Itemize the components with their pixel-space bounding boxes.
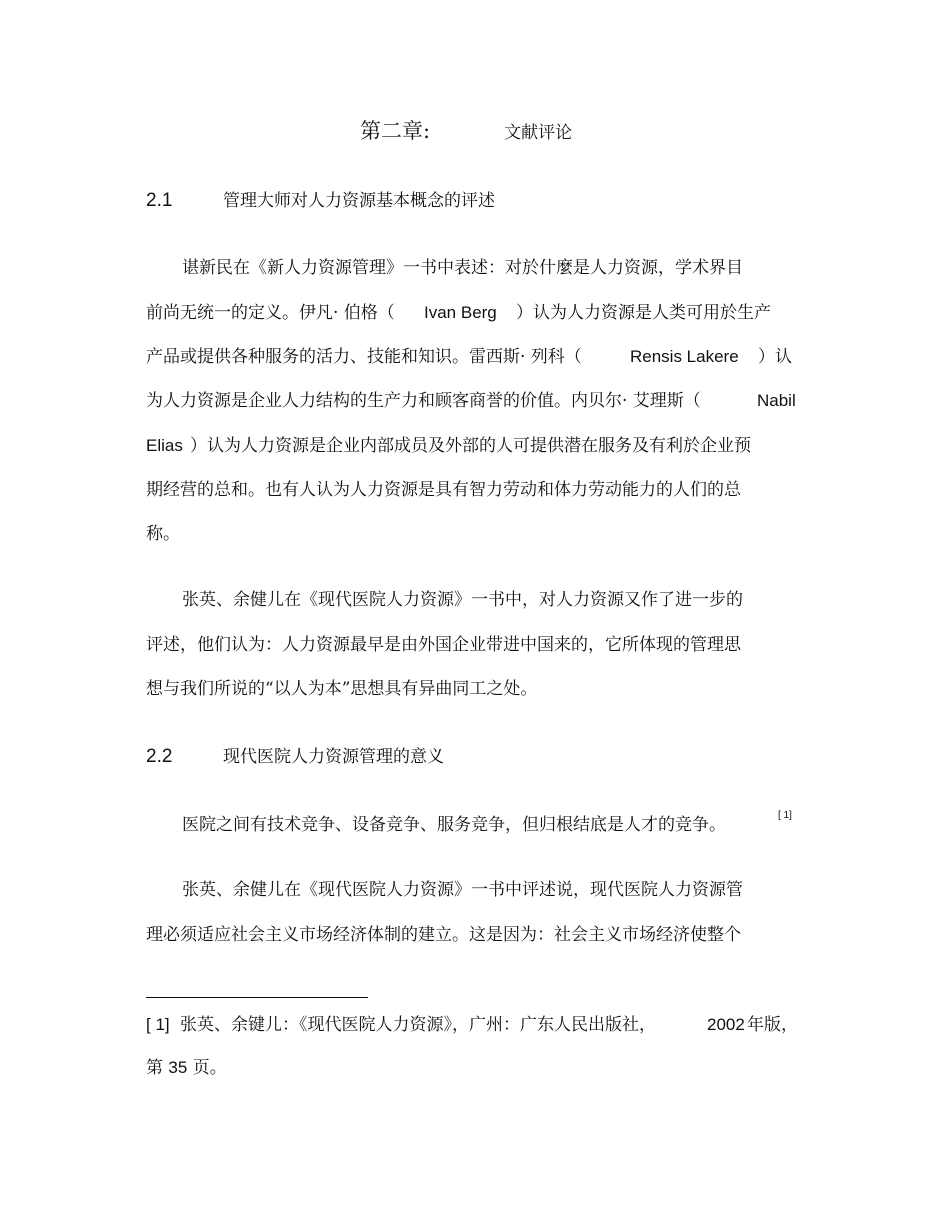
name-nabil: Nabil <box>757 391 796 410</box>
paragraph-1-line-3-end: ）认 <box>758 347 792 367</box>
text-segment: 页。 <box>192 1058 227 1078</box>
paragraph-4-line-2: 理必须适应社会主义市场经济体制的建立。这是因为：社会主义市场经济使整个 <box>146 925 741 945</box>
section-number: 2.2 <box>146 746 173 767</box>
chapter-number: 第二章: <box>360 119 431 143</box>
paragraph-1-line-6: 期经营的总和。也有人认为人力资源是具有智力劳动和体力劳动能力的人们的总 <box>146 480 741 500</box>
paragraph-1-line-2-end: ）认为人力资源是人类可用於生产 <box>516 303 771 323</box>
section-title: 管理大师对人力资源基本概念的评述 <box>223 191 495 211</box>
chapter-title <box>360 118 572 146</box>
section-heading-2-2 <box>146 746 444 768</box>
paragraph-2-line-1: 张英、余健儿在《现代医院人力资源》一书中，对人力资源又作了进一步的 <box>182 590 743 610</box>
footnote-year: 2002 <box>707 1015 745 1034</box>
paragraph-1-line-3: 产品或提供各种服务的活力、技能和知识。雷西斯· 列科（ <box>146 347 582 367</box>
paragraph-1-line-1: 谌新民在《新人力资源管理》一书中表述：对於什麼是人力资源，学术界目 <box>182 258 743 278</box>
footnote-label: [ 1] <box>146 1015 170 1034</box>
name-ivan-berg: Ivan Berg <box>424 303 497 322</box>
text-segment: 第 <box>146 1058 163 1078</box>
section-title: 现代医院人力资源管理的意义 <box>223 747 444 767</box>
section-number: 2.1 <box>146 190 173 211</box>
footnote-year-suffix: 年版， <box>747 1015 798 1035</box>
footnote-page-number: 35 <box>168 1058 188 1077</box>
paragraph-1-line-5: ）认为人力资源是企业内部成员及外部的人可提供潜在服务及有利於企业预 <box>190 436 751 456</box>
section-heading-2-1 <box>146 190 495 212</box>
footnote-line-1: 张英、余键儿：《现代医院人力资源》，广州：广东人民出版社， <box>180 1015 656 1035</box>
paragraph-2-line-2: 评述，他们认为：人力资源最早是由外国企业带进中国来的，它所体现的管理思 <box>146 635 741 655</box>
footnote-reference[interactable]: [ 1] <box>778 810 792 821</box>
paragraph-2-line-3: 想与我们所说的“以人为本”思想具有异曲同工之处。 <box>146 679 538 699</box>
paragraph-1-line-2 <box>146 302 395 324</box>
paragraph-1-line-7: 称。 <box>146 524 180 544</box>
footnote-divider <box>146 997 368 998</box>
name-rensis-lakere: Rensis Lakere <box>630 347 739 366</box>
name-elias: Elias <box>146 436 183 455</box>
paragraph-1-line-4: 为人力资源是企业人力结构的生产力和顾客商誉的价值。内贝尔· 艾理斯（ <box>146 391 701 411</box>
footnote-line-2 <box>146 1057 227 1079</box>
paragraph-3-line-1: 医院之间有技术竞争、设备竞争、服务竞争，但归根结底是人才的竞争。 <box>182 815 726 835</box>
paragraph-4-line-1: 张英、余健儿在《现代医院人力资源》一书中评述说，现代医院人力资源管 <box>182 880 743 900</box>
chapter-subtitle: 文献评论 <box>504 123 573 143</box>
text-segment: 前尚无统一的定义。伊凡· 伯格（ <box>146 303 395 323</box>
